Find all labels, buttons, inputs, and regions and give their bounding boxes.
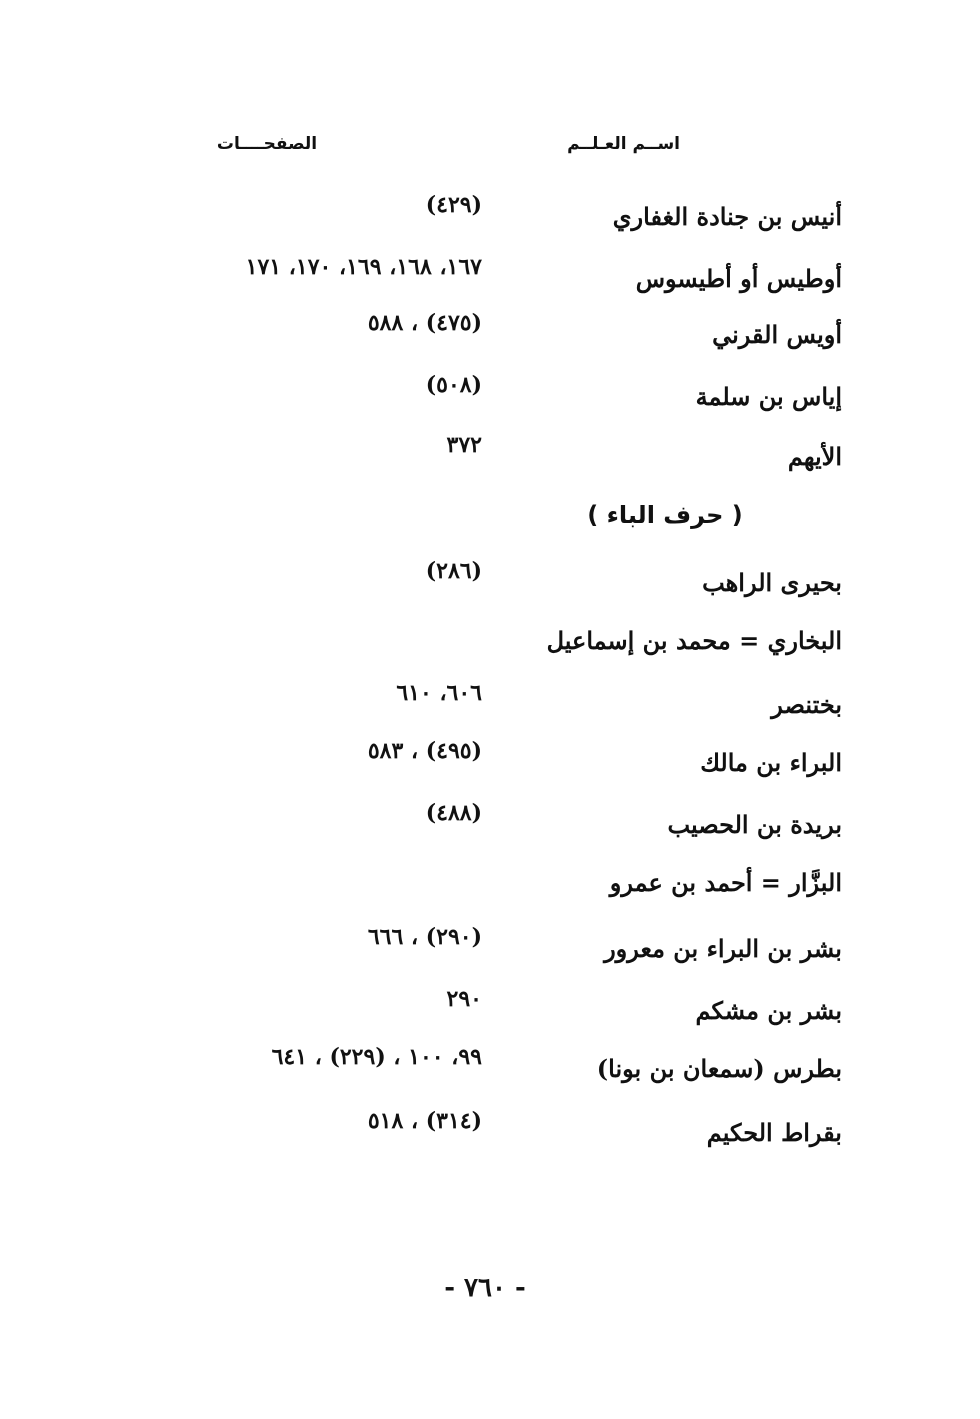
entry-name: البخاري = محمد بن إسماعيل xyxy=(546,626,842,655)
entry-name: بحيرى الراهب xyxy=(702,568,842,597)
entry-name: بشر بن البراء بن معرور xyxy=(604,934,842,963)
page-number: - ٧٦٠ - xyxy=(444,1273,526,1303)
index-entry xyxy=(0,432,980,480)
entry-pages: ٩٩، ١٠٠ ، (٢٢٩) ، ٦٤١ xyxy=(271,1044,482,1070)
index-entry xyxy=(0,624,980,664)
entry-pages: (٢٩٠) ، ٦٦٦ xyxy=(367,924,482,950)
entry-pages: (٥٠٨) xyxy=(425,372,482,398)
entry-name: بريدة بن الحصيب xyxy=(667,810,842,839)
entry-name: أنيس بن جنادة الغفاري xyxy=(612,202,842,231)
entry-pages: (٤٨٨) xyxy=(425,800,482,826)
index-entry xyxy=(0,372,980,420)
entry-pages: (٤٩٥) ، ٥٨٣ xyxy=(367,738,482,764)
index-entry xyxy=(0,866,980,906)
entry-pages: (٢٨٦) xyxy=(425,558,482,584)
entry-name: إياس بن سلمة xyxy=(695,382,842,411)
index-entry xyxy=(0,1044,980,1092)
entry-name: الأيهم xyxy=(787,442,842,471)
index-entry xyxy=(0,310,980,358)
entry-name: بشر بن مشكم xyxy=(695,996,842,1025)
index-entry xyxy=(0,986,980,1034)
entry-name: أويس القرني xyxy=(712,320,842,349)
entry-pages: ٦٠٦، ٦١٠ xyxy=(396,680,482,706)
section-heading: ( حرف الباء ) xyxy=(587,501,743,529)
entry-name: بختنصر xyxy=(771,690,842,719)
entry-pages: (٣١٤) ، ٥١٨ xyxy=(367,1108,482,1134)
index-entry xyxy=(0,254,980,302)
entry-pages: ٣٧٢ xyxy=(446,432,482,458)
entry-pages: (٤٢٩) xyxy=(425,192,482,218)
entry-name: بطرس (سمعان بن بونا) xyxy=(596,1054,842,1083)
entry-pages: ١٦٧، ١٦٨، ١٦٩، ١٧٠، ١٧١ xyxy=(245,254,482,280)
index-entry xyxy=(0,800,980,848)
index-entry xyxy=(0,558,980,606)
entry-name: بقراط الحكيم xyxy=(706,1118,842,1147)
index-entry xyxy=(0,1108,980,1156)
entry-name: أوطيس أو أطيسوس xyxy=(635,264,842,293)
column-header-pages: الصفحــــات xyxy=(216,134,318,154)
index-entry xyxy=(0,680,980,728)
index-entry xyxy=(0,738,980,786)
entry-name: البراء بن مالك xyxy=(700,748,842,777)
entry-pages: ٢٩٠ xyxy=(446,986,482,1012)
entry-pages: (٤٧٥) ، ٥٨٨ xyxy=(367,310,482,336)
index-entry xyxy=(0,192,980,240)
index-entry xyxy=(0,924,980,972)
column-header-name: اســم العـلــم xyxy=(567,134,680,154)
entry-name: البزَّار = أحمد بن عمرو xyxy=(609,868,842,897)
